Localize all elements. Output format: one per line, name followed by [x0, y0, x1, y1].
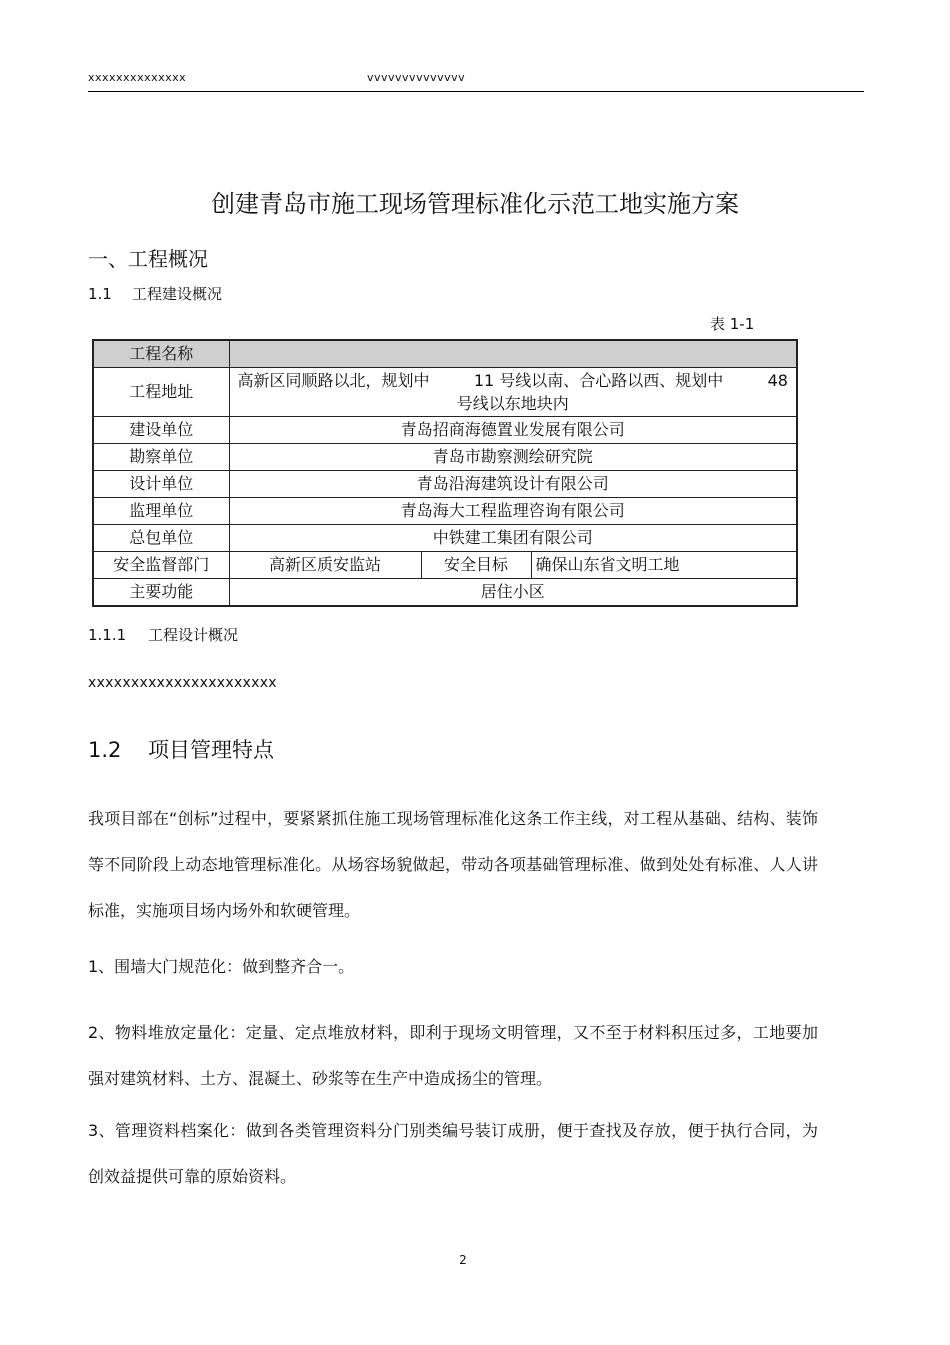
cell-label-design: 设计单位	[93, 471, 229, 498]
cell-label-survey: 勘察单位	[93, 444, 229, 471]
paragraph-item-2: 2、物料堆放定量化：定量、定点堆放材料，即利于现场文明管理，又不至于材料积压过多，工地要加强对建筑材料、土方、混凝土、砂浆等在生产中造成扬尘的管理。	[88, 1023, 818, 1088]
subsection-number: 1.1	[88, 285, 112, 303]
cell-label-project-name: 工程名称	[93, 340, 229, 368]
cell-value-survey: 青岛市勘察测绘研究院	[229, 444, 797, 471]
subsection-label: 项目管理特点	[148, 738, 274, 762]
subsection-heading-1-1-1	[88, 624, 238, 645]
cell-label-safety-dept: 安全监督部门	[93, 552, 229, 579]
header-right-text: vvvvvvvvvvvvvv	[367, 71, 466, 84]
table-row	[93, 340, 797, 368]
address-part-1: 高新区同顺路以北，规划中	[237, 371, 430, 390]
table-row	[93, 579, 797, 607]
cell-label-contractor: 总包单位	[93, 525, 229, 552]
cell-value-safety-dept: 高新区质安监站	[229, 552, 421, 579]
page-number: 2	[459, 1253, 467, 1267]
subsection-label: 工程建设概况	[132, 285, 223, 303]
table-row	[93, 471, 797, 498]
table-row	[93, 444, 797, 471]
cell-label-builder: 建设单位	[93, 417, 229, 444]
address-line-2: 号线以东地块内	[456, 394, 569, 413]
header-left-text: xxxxxxxxxxxxxx	[88, 71, 187, 84]
cell-value-address	[229, 368, 797, 417]
table-row	[93, 525, 797, 552]
subsection-number: 1.1.1	[88, 626, 127, 644]
table-caption: 表 1-1	[710, 315, 755, 333]
table-row	[93, 552, 797, 579]
address-part-2: 11 号线以南、合心路以西、规划中	[473, 371, 724, 390]
table-row	[93, 417, 797, 444]
cell-label-address: 工程地址	[93, 368, 229, 417]
cell-value-function: 居住小区	[229, 579, 797, 607]
cell-value-supervision: 青岛海大工程监理咨询有限公司	[229, 498, 797, 525]
cell-value-builder: 青岛招商海德置业发展有限公司	[229, 417, 797, 444]
subsection-label: 工程设计概况	[148, 626, 239, 644]
table-row	[93, 498, 797, 525]
cell-value-safety-goal: 确保山东省文明工地	[531, 552, 797, 579]
document-title: 创建青岛市施工现场管理标准化示范工地实施方案	[211, 190, 739, 218]
paragraph-intro: 我项目部在“创标”过程中，要紧紧抓住施工现场管理标准化这条工作主线，对工程从基础、结构、装饰等不同阶段上动态地管理标准化。从场容场貌做起，带动各项基础管理标准、做到处处有标准、人人讲标准，实施项目场内场外和软硬管理。	[88, 809, 818, 920]
subsection-heading-1-2	[88, 734, 274, 764]
cell-label-safety-goal: 安全目标	[421, 552, 531, 579]
subsection-heading-1-1	[88, 283, 222, 304]
placeholder-text: xxxxxxxxxxxxxxxxxxxxxx	[88, 675, 277, 691]
subsection-number: 1.2	[88, 738, 122, 762]
address-part-3: 48	[767, 371, 788, 390]
paragraph-item-1: 1、围墙大门规范化：做到整齐合一。	[88, 957, 355, 976]
table-row	[93, 368, 797, 417]
project-info-table	[92, 339, 798, 607]
cell-value-project-name	[229, 340, 797, 368]
cell-value-design: 青岛沿海建筑设计有限公司	[229, 471, 797, 498]
section-heading-overview: 一、工程概况	[88, 247, 208, 271]
cell-label-function: 主要功能	[93, 579, 229, 607]
cell-value-contractor: 中铁建工集团有限公司	[229, 525, 797, 552]
header-rule	[88, 91, 864, 92]
paragraph-item-3: 3、管理资料档案化：做到各类管理资料分门别类编号装订成册，便于查找及存放，便于执行合同，为创效益提供可靠的原始资料。	[88, 1121, 818, 1186]
cell-label-supervision: 监理单位	[93, 498, 229, 525]
